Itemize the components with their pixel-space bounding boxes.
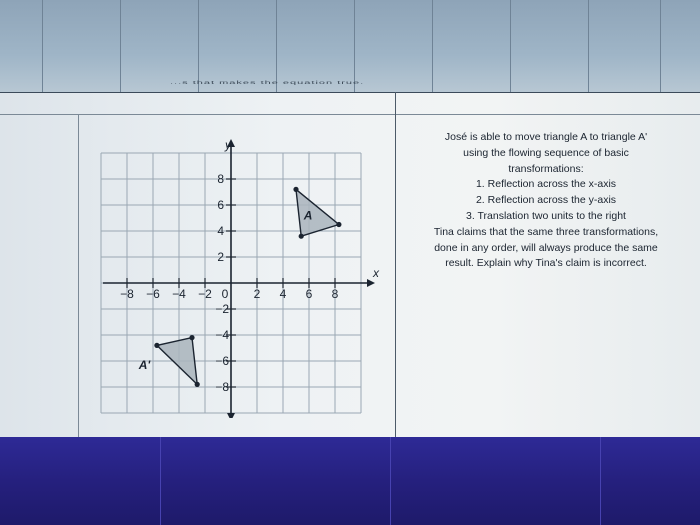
vertex-point (293, 187, 298, 192)
problem-line: 1. Reflection across the x-axis (475, 178, 617, 191)
problem-line: using the flowing sequence of basic (463, 146, 629, 159)
problem-text (400, 130, 692, 272)
problem-line: done in any order, will always produce the same (434, 241, 658, 254)
vertex-point (195, 382, 200, 387)
y-tick-label: 8 (217, 172, 224, 186)
vertex-point (154, 343, 159, 348)
y-tick-label: −8 (215, 380, 229, 394)
y-tick-label: 6 (217, 198, 224, 212)
x-tick-label: −2 (198, 287, 212, 301)
y-axis-label: y (225, 138, 231, 152)
x-axis-label: x (373, 266, 379, 280)
x-tick-label: 0 (221, 287, 229, 301)
triangle-a-label: A (303, 208, 313, 223)
triangle-a (296, 189, 339, 236)
x-tick-label: 6 (305, 287, 313, 301)
coordinate-graph (95, 128, 385, 418)
y-tick-label: 2 (217, 250, 224, 264)
y-tick-label: −4 (215, 328, 229, 342)
cut-off-header-text: ...s that makes the equation true. (170, 80, 365, 86)
problem-line: 3. Translation two units to the right (466, 209, 626, 222)
x-tick-label: −6 (146, 287, 160, 301)
problem-line: transformations: (508, 162, 584, 175)
problem-line: Tina claims that the same three transformations, (433, 225, 659, 238)
triangle-a-prime-label: A' (138, 357, 151, 372)
problem-line: José is able to move triangle A to triangle A' (444, 131, 648, 143)
vertex-point (336, 222, 341, 227)
desk-bottom-band (0, 437, 700, 525)
x-tick-label: 4 (279, 287, 287, 301)
x-axis-arrow (367, 279, 375, 287)
x-tick-label: 2 (253, 287, 261, 301)
y-axis-arrow-bottom (227, 413, 235, 418)
y-tick-label: −2 (215, 302, 229, 316)
x-tick-label: 8 (331, 287, 339, 301)
x-tick-label: −4 (172, 287, 186, 301)
axes (103, 139, 375, 418)
tick-labels (120, 138, 380, 394)
problem-line: result. Explain why Tina's claim is incorrect. (445, 257, 647, 270)
vertex-point (189, 335, 194, 340)
vertex-point (299, 234, 304, 239)
y-tick-label: −6 (215, 354, 229, 368)
problem-line: 2. Reflection across the y-axis (475, 194, 617, 207)
x-tick-label: −8 (120, 287, 134, 301)
notebook-top-band (0, 0, 700, 92)
y-tick-label: 4 (217, 224, 224, 238)
